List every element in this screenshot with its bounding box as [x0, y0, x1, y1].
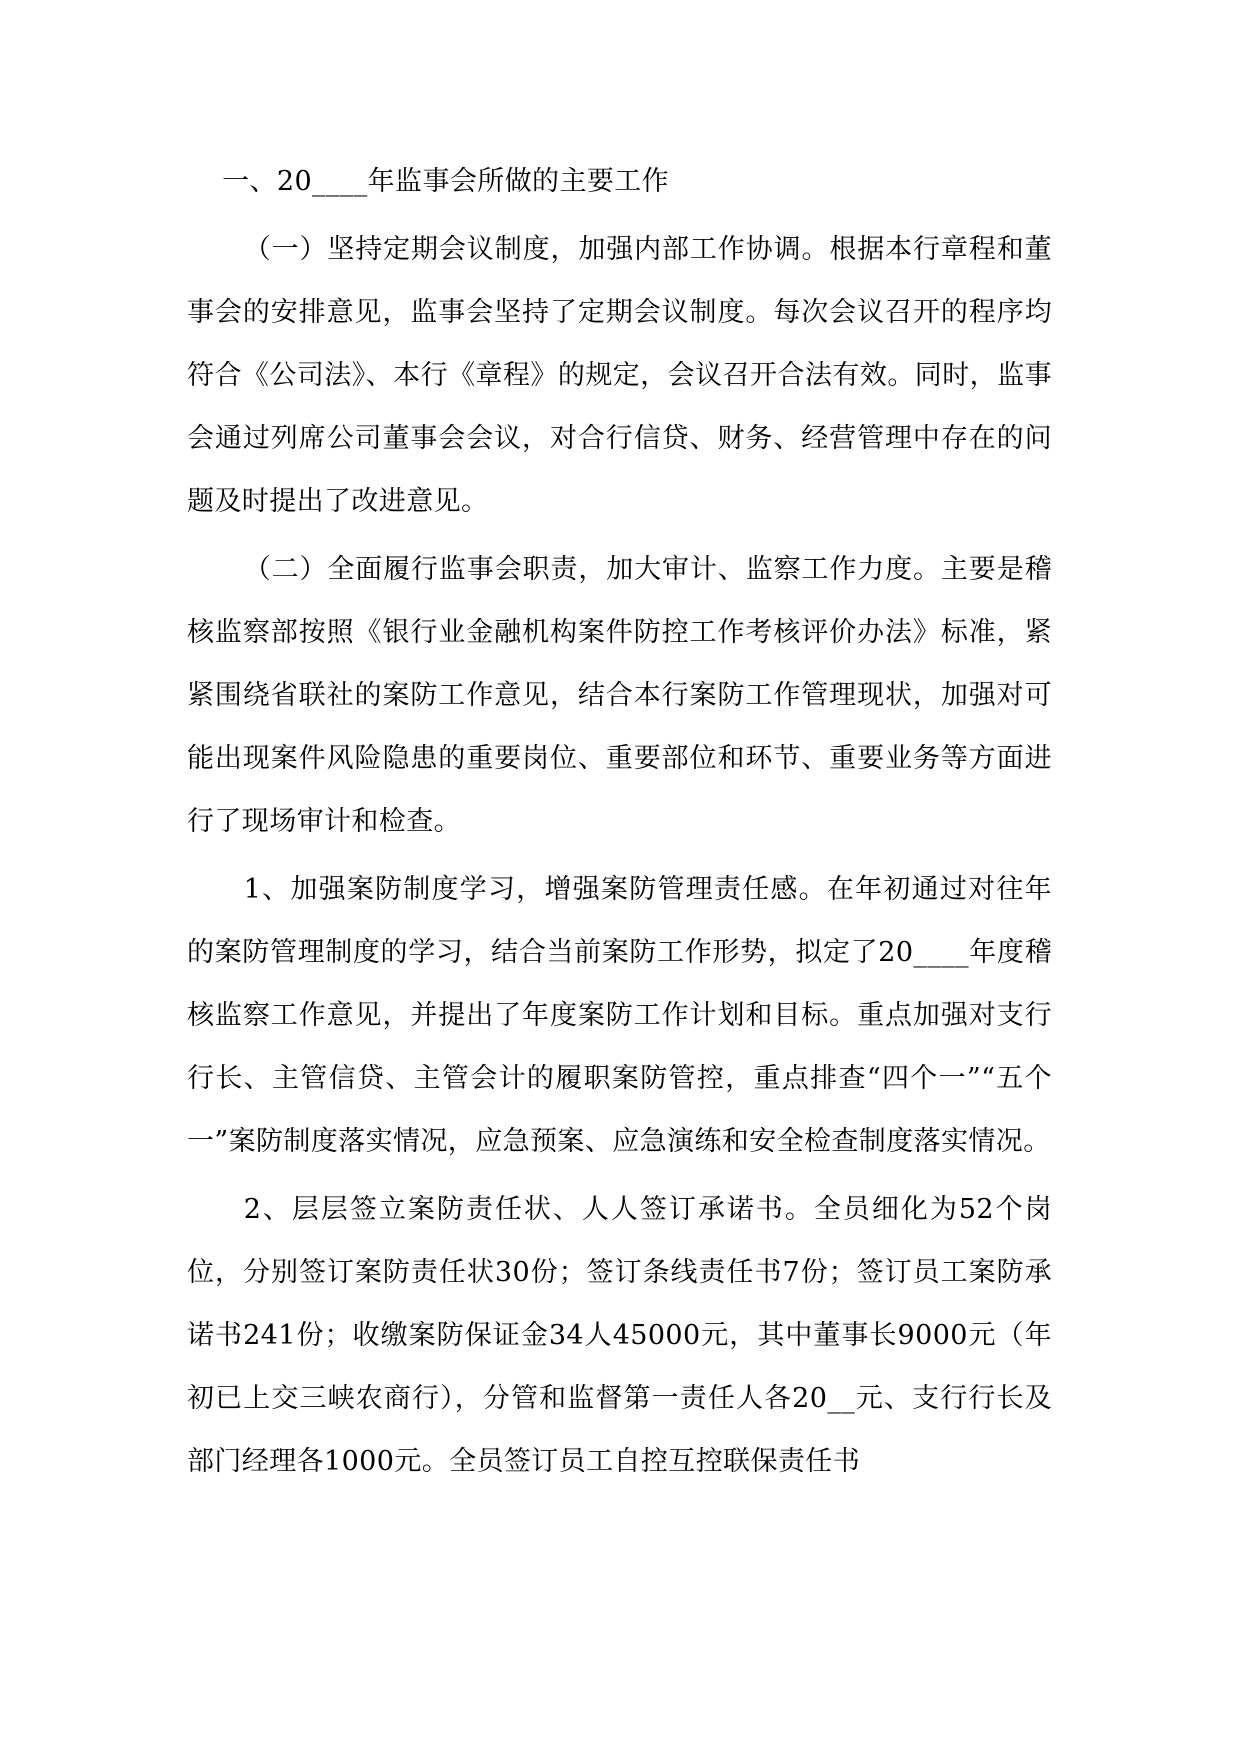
section-heading: 一、20____年监事会所做的主要工作	[222, 166, 670, 197]
paragraph-1: （一）坚持定期会议制度，加强内部工作协调。根据本行章程和董事会的安排意见，监事会坚持了定期会议制度。每次会议召开的程序均符合《公司法》、本行《章程》的规定，会议召开合法有效。同时，监事会通过列席公司董事会会议，对合行信贷、财务、经营管理中存在的问题及时提出了改进意见。	[187, 234, 1052, 517]
paragraph-4: 2、层层签立案防责任状、人人签订承诺书。全员细化为52个岗位，分别签订案防责任状30份；签订条线责任书7份；签订员工案防承诺书241份；收缴案防保证金34人45000元，其中董事长9000元（年初已上交三峡农商行），分管和监督第一责任人各20__元、支行行长及部门经理各1000元。全员签订员工自控互控联保责任书	[187, 1194, 1052, 1477]
paragraph-2: （二）全面履行监事会职责，加大审计、监察工作力度。主要是稽核监察部按照《银行业金融机构案件防控工作考核评价办法》标准，紧紧围绕省联社的案防工作意见，结合本行案防工作管理现状，加强对可能出现案件风险隐患的重要岗位、重要部位和环节、重要业务等方面进行了现场审计和检查。	[187, 554, 1052, 837]
document-body	[187, 150, 1052, 1493]
paragraph-3: 1、加强案防制度学习，增强案防管理责任感。在年初通过对往年的案防管理制度的学习，结合当前案防工作形势，拟定了20____年度稽核监察工作意见，并提出了年度案防工作计划和目标。重点加强对支行行长、主管信贷、主管会计的履职案防管控，重点排查“四个一”“五个一”案防制度落实情况，应急预案、应急演练和安全检查制度落实情况。	[187, 874, 1052, 1157]
